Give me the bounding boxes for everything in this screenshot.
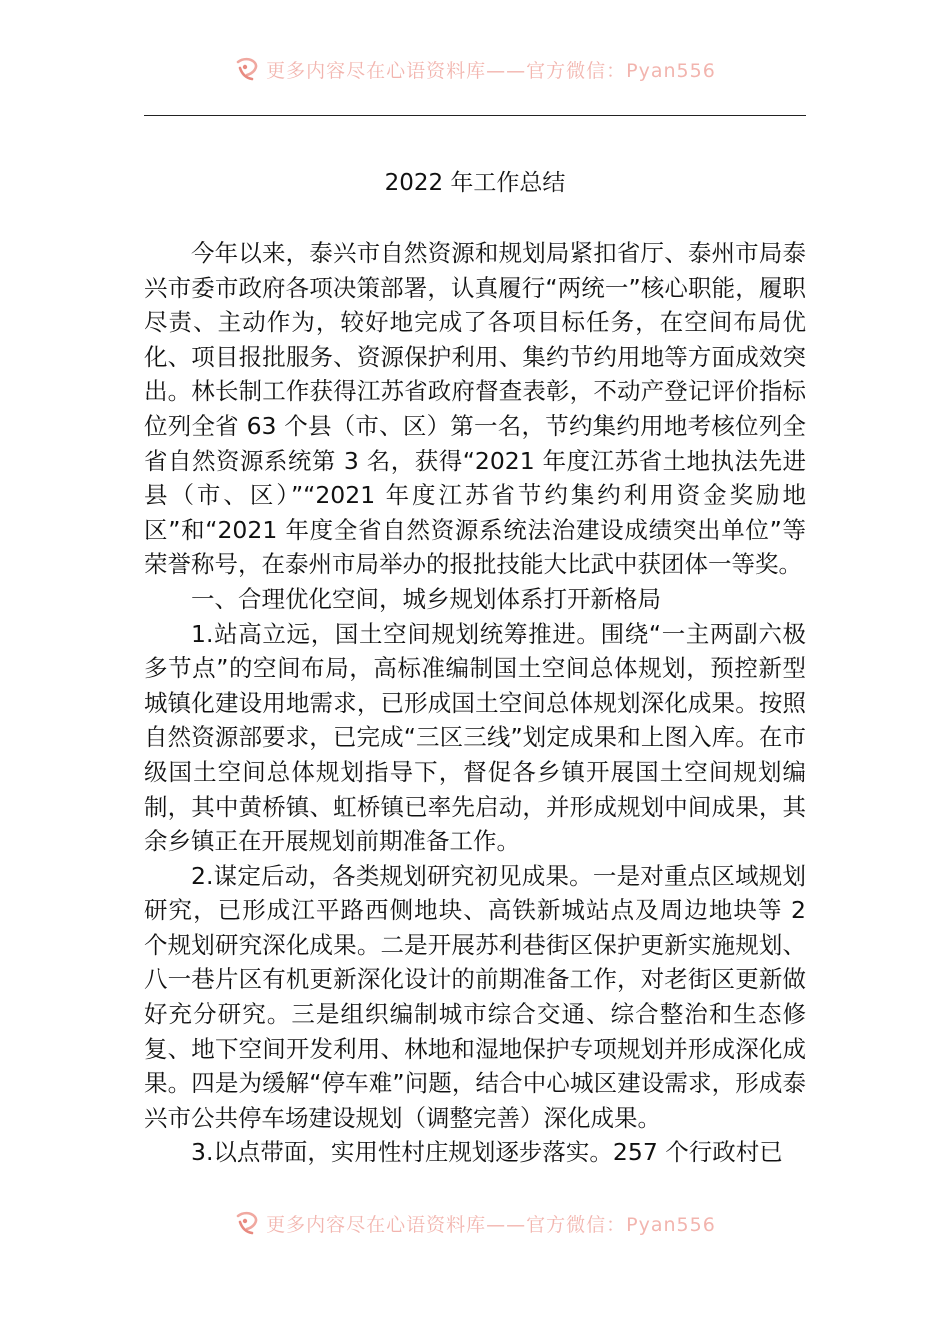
- watermark-text: 更多内容尽在心语资料库——官方微信：Pyan556: [266, 1213, 716, 1236]
- header-divider: [144, 115, 806, 116]
- document-body: [144, 236, 806, 1170]
- paragraph-item-1: 1.站高立远，国土空间规划统筹推进。围绕“一主两副六极多节点”的空间布局，高标准编制国土空间总体规划，预控新型城镇化建设用地需求，已形成国土空间总体规划深化成果。按照自然资源部要求，已完成“三区三线”划定成果和上图入库。在市级国土空间总体规划指导下，督促各乡镇开展国土空间规划编制，其中黄桥镇、虹桥镇已率先启动，并形成规划中间成果，其余乡镇正在开展规划前期准备工作。: [144, 619, 806, 856]
- watermark-text: 更多内容尽在心语资料库——官方微信：Pyan556: [266, 59, 716, 82]
- document-title: 2022 年工作总结: [384, 170, 566, 196]
- brand-logo-icon: [234, 56, 260, 82]
- paragraph-item-3: 3.以点带面，实用性村庄规划逐步落实。257 个行政村已: [191, 1138, 783, 1167]
- paragraph-intro: 今年以来，泰兴市自然资源和规划局紧扣省厅、泰州市局泰兴市委市政府各项决策部署，认真履行“两统一”核心职能，履职尽责、主动作为，较好地完成了各项目标任务，在空间布局优化、项目报批服务、资源保护利用、集约节约用地等方面成效突出。林长制工作获得江苏省政府督查表彰，不动产登记评价指标位列全省 63 个县（市、区）第一名，节约集约用地考核位列全省自然资源系统第 3 名，获得“2021 年度江苏省土地执法先进县（市、区）”“2021 年度江苏省节约集约利用资金奖励地区”和“2021 年度全省自然资源系统法治建设成绩突出单位”等荣誉称号，在泰州市局举办的报批技能大比武中获团体一等奖。: [144, 239, 806, 579]
- watermark-header: [0, 52, 950, 86]
- brand-logo-icon: [234, 1210, 260, 1236]
- section-heading-1: 一、合理优化空间，城乡规划体系打开新格局: [191, 584, 661, 613]
- paragraph-item-2: 2.谋定后动，各类规划研究初见成果。一是对重点区域规划研究，已形成江平路西侧地块、高铁新城站点及周边地块等 2 个规划研究深化成果。二是开展苏利巷街区保护更新实施规划、八一巷片区有机更新深化设计的前期准备工作，对老街区更新做好充分研究。三是组织编制城市综合交通、综合整治和生态修复、地下空间开发利用、林地和湿地保护专项规划并形成深化成果。四是为缓解“停车难”问题，结合中心城区建设需求，形成泰兴市公共停车场建设规划（调整完善）深化成果。: [144, 861, 806, 1132]
- watermark-footer: [0, 1206, 950, 1240]
